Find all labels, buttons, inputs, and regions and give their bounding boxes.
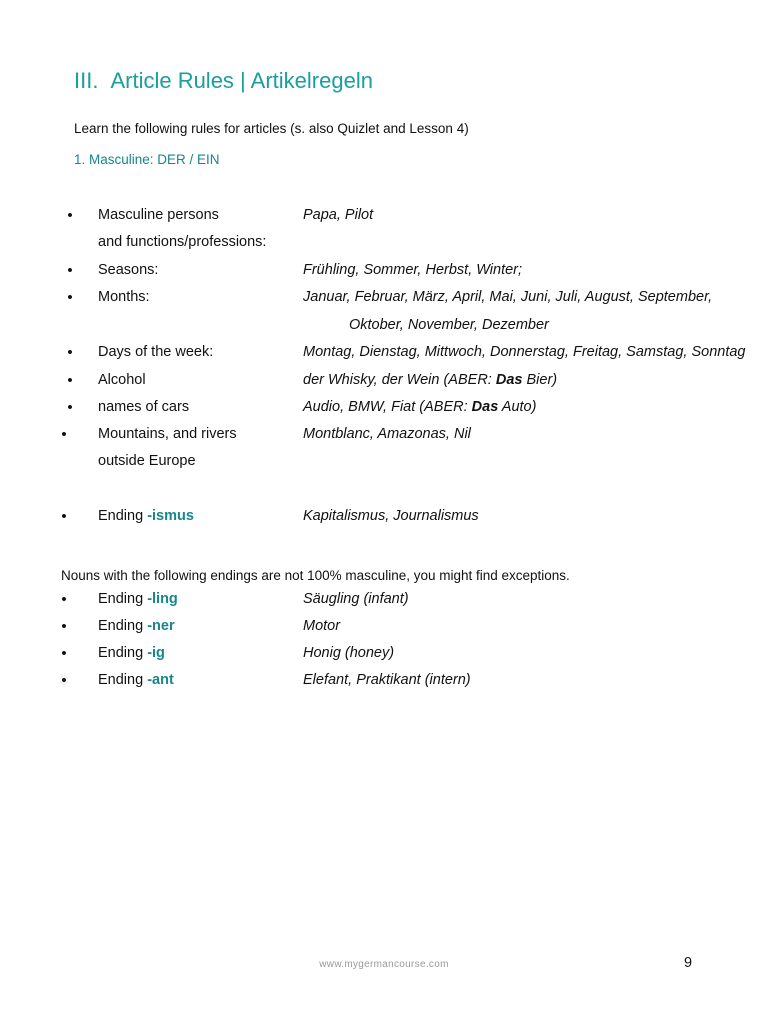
rule-label-continued: outside Europe (98, 453, 196, 469)
bullet: • (61, 672, 67, 689)
bullet: • (67, 372, 73, 389)
ending-suffix: -ismus (147, 508, 194, 524)
bullet: • (61, 618, 67, 635)
section-number: III. (74, 68, 99, 93)
rule-label (98, 618, 175, 634)
rule-example: Montag, Dienstag, Mittwoch, Donnerstag, Freitag, Samstag, Sonntag (303, 344, 746, 360)
rule-item (0, 372, 768, 394)
rule-label: Mountains, and rivers (98, 426, 237, 442)
exception-article: Das (471, 399, 499, 415)
rule-example: Kapitalismus, Journalismus (303, 508, 479, 524)
page-number: 9 (684, 955, 693, 971)
rule-item (0, 399, 768, 421)
rule-label-text: Ending (98, 591, 148, 607)
rule-label (98, 508, 194, 524)
section-title (74, 68, 373, 94)
bullet: • (67, 289, 73, 306)
bullet: • (61, 645, 67, 662)
rule-example: Papa, Pilot (303, 207, 374, 223)
rule-label-text: Ending (98, 645, 148, 661)
ending-item (0, 645, 768, 667)
ending-suffix: -ig (147, 645, 165, 661)
rule-item (0, 262, 768, 284)
rule-example: Honig (honey) (303, 645, 395, 661)
rule-example (303, 399, 536, 415)
rule-label (98, 645, 165, 661)
rule-item (0, 207, 768, 229)
rule-example-continued: Oktober, November, Dezember (349, 317, 549, 333)
rule-example-text: Audio, BMW, Fiat (ABER: (303, 399, 472, 415)
rule-example: Frühling, Sommer, Herbst, Winter; (303, 262, 523, 278)
rule-label-text: Ending (98, 508, 148, 524)
rule-example-text: Auto) (498, 399, 537, 415)
rule-item (0, 426, 768, 448)
rule-example: Montblanc, Amazonas, Nil (303, 426, 471, 442)
subheading: 1. Masculine: DER / EIN (74, 152, 220, 167)
section-title-text: Article Rules | Artikelregeln (110, 68, 373, 93)
rule-label: Seasons: (98, 262, 159, 278)
bullet: • (61, 508, 67, 525)
rule-label (98, 591, 178, 607)
rule-label-text: Ending (98, 618, 148, 634)
rule-item (0, 344, 768, 366)
ending-suffix: -ling (147, 591, 178, 607)
ending-suffix: -ant (147, 672, 174, 688)
rule-label: Months: (98, 289, 150, 305)
rule-example: Säugling (infant) (303, 591, 409, 607)
rule-label: Days of the week: (98, 344, 214, 360)
rule-item (0, 289, 768, 311)
rule-item (0, 508, 768, 530)
rule-label-text: Ending (98, 672, 148, 688)
rule-example: Motor (303, 618, 341, 634)
rule-example-text: Bier) (522, 372, 558, 388)
ending-item (0, 591, 768, 613)
bullet: • (61, 426, 67, 443)
rule-label: names of cars (98, 399, 190, 415)
exception-article: Das (495, 372, 523, 388)
bullet: • (67, 399, 73, 416)
exceptions-note: Nouns with the following endings are not 100% masculine, you might find exceptions. (61, 568, 570, 583)
footer-website: www.mygermancourse.com (319, 959, 449, 970)
ending-item (0, 672, 768, 694)
bullet: • (67, 344, 73, 361)
rule-example: Elefant, Praktikant (intern) (303, 672, 471, 688)
rule-label (98, 672, 174, 688)
rule-example: Januar, Februar, März, April, Mai, Juni, Juli, August, September, (303, 289, 713, 305)
intro-text: Learn the following rules for articles (s. also Quizlet and Lesson 4) (74, 121, 469, 136)
rule-label: Alcohol (98, 372, 146, 388)
bullet: • (67, 262, 73, 279)
rule-example (303, 372, 557, 388)
bullet: • (61, 591, 67, 608)
rule-label-continued: and functions/professions: (98, 234, 267, 250)
rule-label: Masculine persons (98, 207, 219, 223)
rule-example-text: der Whisky, der Wein (ABER: (303, 372, 496, 388)
bullet: • (67, 207, 73, 224)
ending-suffix: -ner (147, 618, 175, 634)
ending-item (0, 618, 768, 640)
